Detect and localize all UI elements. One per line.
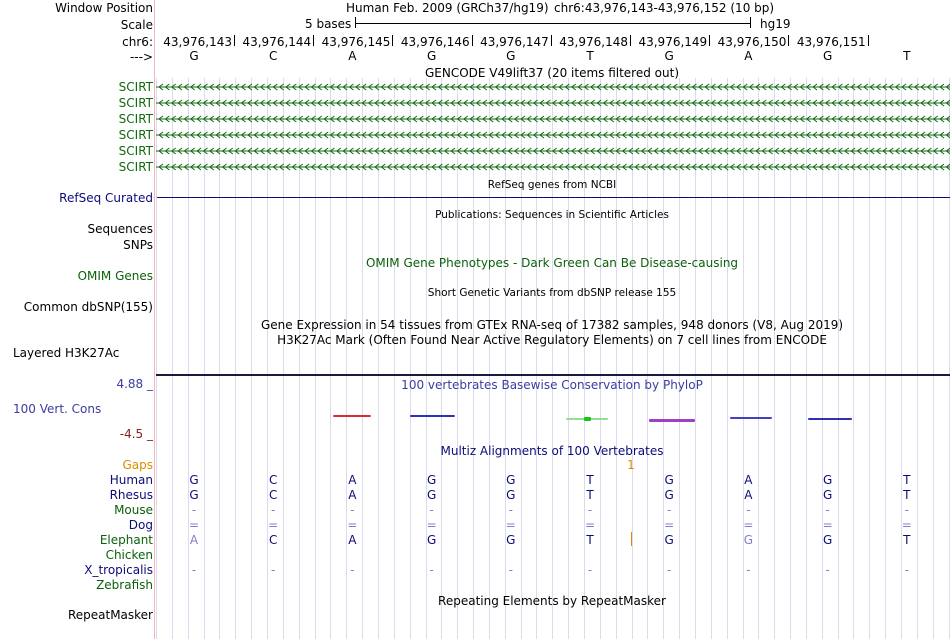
species-label-chicken[interactable]: Chicken [105,548,153,562]
alignment-base: - [746,563,751,577]
alignment-base: - [904,563,909,577]
ruler-tick [234,35,235,46]
alignment-base: = [347,518,358,532]
alignment-base: - [350,503,355,517]
alignment-base: - [191,563,197,577]
alignment-base: = [664,518,675,532]
phylop-track-title: 100 vertebrates Basewise Conservation by PhyloP [401,378,703,392]
ruler-coordinate: 43,976,144 [242,35,312,49]
gap-insertion-marker [631,532,632,546]
phylop-track-label[interactable]: 100 Vert. Cons [13,402,102,416]
dbsnp-track-label[interactable]: Common dbSNP(155) [23,300,153,314]
h3k27ac-track-title: H3K27Ac Mark (Often Found Near Active Regulatory Elements) on 7 cell lines from ENCODE [277,333,827,347]
alignment-base: = [743,518,754,532]
gencode-item-label[interactable]: SCIRT [118,160,153,174]
alignment-base: - [191,503,197,517]
alignment-base: G [822,473,833,487]
ruler-base: C [268,49,278,63]
gaps-label[interactable]: Gaps [122,458,153,472]
ruler-base: G [822,49,833,63]
ruler-base: A [744,49,753,63]
ruler-tick [868,35,869,46]
alignment-base: A [189,533,199,547]
alignment-base: - [350,563,355,577]
alignment-base: - [508,563,513,577]
ruler-coordinate: 43,976,150 [717,35,787,49]
alignment-base: - [271,503,276,517]
alignment-base: A [348,533,357,547]
gencode-feature-2[interactable] [156,115,950,123]
ruler-base: G [506,49,516,63]
ruler-tick [788,35,789,46]
ruler-base: G [189,49,199,63]
scale-bar-end [750,17,751,28]
alignment-base: A [348,473,357,487]
alignment-base: C [268,473,278,487]
alignment-base: = [505,518,516,532]
ruler-base: T [903,49,911,63]
alignment-base: G [189,473,199,487]
alignment-base: = [426,518,437,532]
alignment-base: = [188,518,200,532]
ruler-base: G [664,49,674,63]
alignment-base: - [429,503,434,517]
species-label-rhesus[interactable]: Rhesus [109,488,153,502]
scale-bar [356,23,750,24]
gencode-feature-5[interactable] [156,163,950,171]
alignment-base: C [268,533,278,547]
chrom-label: chr6: [122,35,153,49]
alignment-base: G [822,533,833,547]
ruler-tick [313,35,314,46]
phylop-score-bar [410,415,455,417]
phylop-score-bar [584,417,591,421]
alignment-base: - [825,563,830,577]
species-label-dog[interactable]: Dog [128,518,153,532]
omim-track-title: OMIM Gene Phenotypes - Dark Green Can Be Disease-causing [365,256,739,270]
strand-label: ---> [129,50,153,64]
species-label-mouse[interactable]: Mouse [114,503,153,517]
track-label-column [0,0,155,639]
gencode-feature-3[interactable] [156,131,950,139]
alignment-base: = [901,518,912,532]
alignment-base: - [904,503,909,517]
alignment-base: - [825,503,830,517]
alignment-base: - [429,563,434,577]
alignment-base: G [664,533,674,547]
scale-bar-end [355,17,356,28]
label-divider [154,0,155,639]
alignment-base: T [586,488,594,502]
ruler-coordinate: 43,976,143 [163,35,232,49]
alignment-base: G [664,473,674,487]
alignment-base: T [586,473,594,487]
phylop-score-bar [808,418,852,420]
ruler-tick [472,35,473,46]
ruler-base: G [426,49,437,63]
alignment-base: A [744,473,753,487]
alignment-base: - [508,503,513,517]
ruler-tick [392,35,393,46]
gencode-feature-0[interactable] [156,83,950,91]
species-label-elephant[interactable]: Elephant [99,533,153,547]
gap-count: 1 [627,458,635,472]
ruler-coordinate: 43,976,146 [400,35,470,49]
alignment-base: G [426,488,437,502]
gencode-item-label[interactable]: SCIRT [118,128,153,142]
alignment-base: = [584,518,596,532]
alignment-base: T [586,533,594,547]
ruler-tick [551,35,552,46]
ruler-coordinate: 43,976,149 [638,35,708,49]
scale-bar-text: 5 bases [305,17,352,31]
alignment-base: G [506,488,516,502]
alignment-base: - [271,563,276,577]
phylop-max-label: 4.88 _ [116,377,153,391]
publications-track-title: Publications: Sequences in Scientific Articles [435,209,669,221]
ruler-coordinate: 43,976,147 [480,35,549,49]
repeatmasker-track-title: Repeating Elements by RepeatMasker [438,594,666,608]
repeatmasker-track-label[interactable]: RepeatMasker [67,608,153,622]
alignment-base: G [506,533,516,547]
gencode-item-label[interactable]: SCIRT [118,96,153,110]
alignment-base: T [903,473,911,487]
alignment-base: - [667,563,672,577]
ruler-coordinate: 43,976,145 [321,35,391,49]
alignment-base: T [903,488,911,502]
phylop-min-label: -4.5 _ [119,427,153,441]
alignment-base: G [506,473,516,487]
alignment-base: G [664,488,674,502]
alignment-base: T [903,533,911,547]
species-label-human[interactable]: Human [109,473,153,487]
assembly-title: Human Feb. 2009 (GRCh37/hg19) [346,1,549,15]
phylop-score-bar [649,419,695,422]
alignment-base: - [746,503,751,517]
alignment-base: = [822,518,833,532]
sequences-track-label[interactable]: Sequences [87,222,153,236]
scale-db-label: hg19 [760,17,791,31]
gencode-item-label[interactable]: SCIRT [118,112,153,126]
ruler-tick [709,35,710,46]
gencode-feature-4[interactable] [156,147,950,155]
window-position-label: Window Position [55,1,153,15]
alignment-base: G [426,473,437,487]
snps-track-label[interactable]: SNPs [123,238,153,252]
alignment-base: A [744,488,753,502]
species-label-zebrafish[interactable]: Zebrafish [96,578,153,592]
species-label-x-tropicalis[interactable]: X_tropicalis [84,563,153,577]
gencode-track-title: GENCODE V49lift37 (20 items filtered out) [424,66,680,80]
refseq-gene-line[interactable] [157,197,950,198]
gtex-track-title: Gene Expression in 54 tissues from GTEx RNA-seq of 17382 samples, 948 donors (V8, Aug 2019) [260,318,844,332]
h3k27ac-track-label[interactable]: Layered H3K27Ac [13,346,120,360]
ruler-coordinate: 43,976,148 [559,35,628,49]
multiz-track-title: Multiz Alignments of 100 Vertebrates [440,444,664,458]
omim-track-label[interactable]: OMIM Genes [77,269,153,283]
ruler-base: T [586,49,594,63]
gencode-item-label[interactable]: SCIRT [118,144,153,158]
position-title: chr6:43,976,143-43,976,152 (10 bp) [554,1,775,15]
gencode-item-label[interactable]: SCIRT [118,80,153,94]
phylop-score-bar [730,417,772,419]
alignment-base: = [268,518,279,532]
ruler-tick [630,35,631,46]
h3k27ac-baseline [156,374,950,376]
alignment-base: - [667,503,672,517]
alignment-base: - [587,563,593,577]
alignment-base: A [348,488,357,502]
refseq-track-title: RefSeq genes from NCBI [487,179,617,191]
phylop-score-bar [333,415,371,417]
alignment-base: C [268,488,278,502]
scale-label: Scale [120,18,153,32]
alignment-base: G [189,488,199,502]
gencode-feature-1[interactable] [156,99,950,107]
alignment-base: G [426,533,437,547]
alignment-base: G [743,533,754,547]
ruler-base: A [348,49,357,63]
refseq-track-label[interactable]: RefSeq Curated [59,191,153,205]
alignment-base: G [822,488,833,502]
ruler-coordinate: 43,976,151 [796,35,866,49]
alignment-base: - [587,503,593,517]
dbsnp-track-title: Short Genetic Variants from dbSNP release 155 [427,287,677,299]
